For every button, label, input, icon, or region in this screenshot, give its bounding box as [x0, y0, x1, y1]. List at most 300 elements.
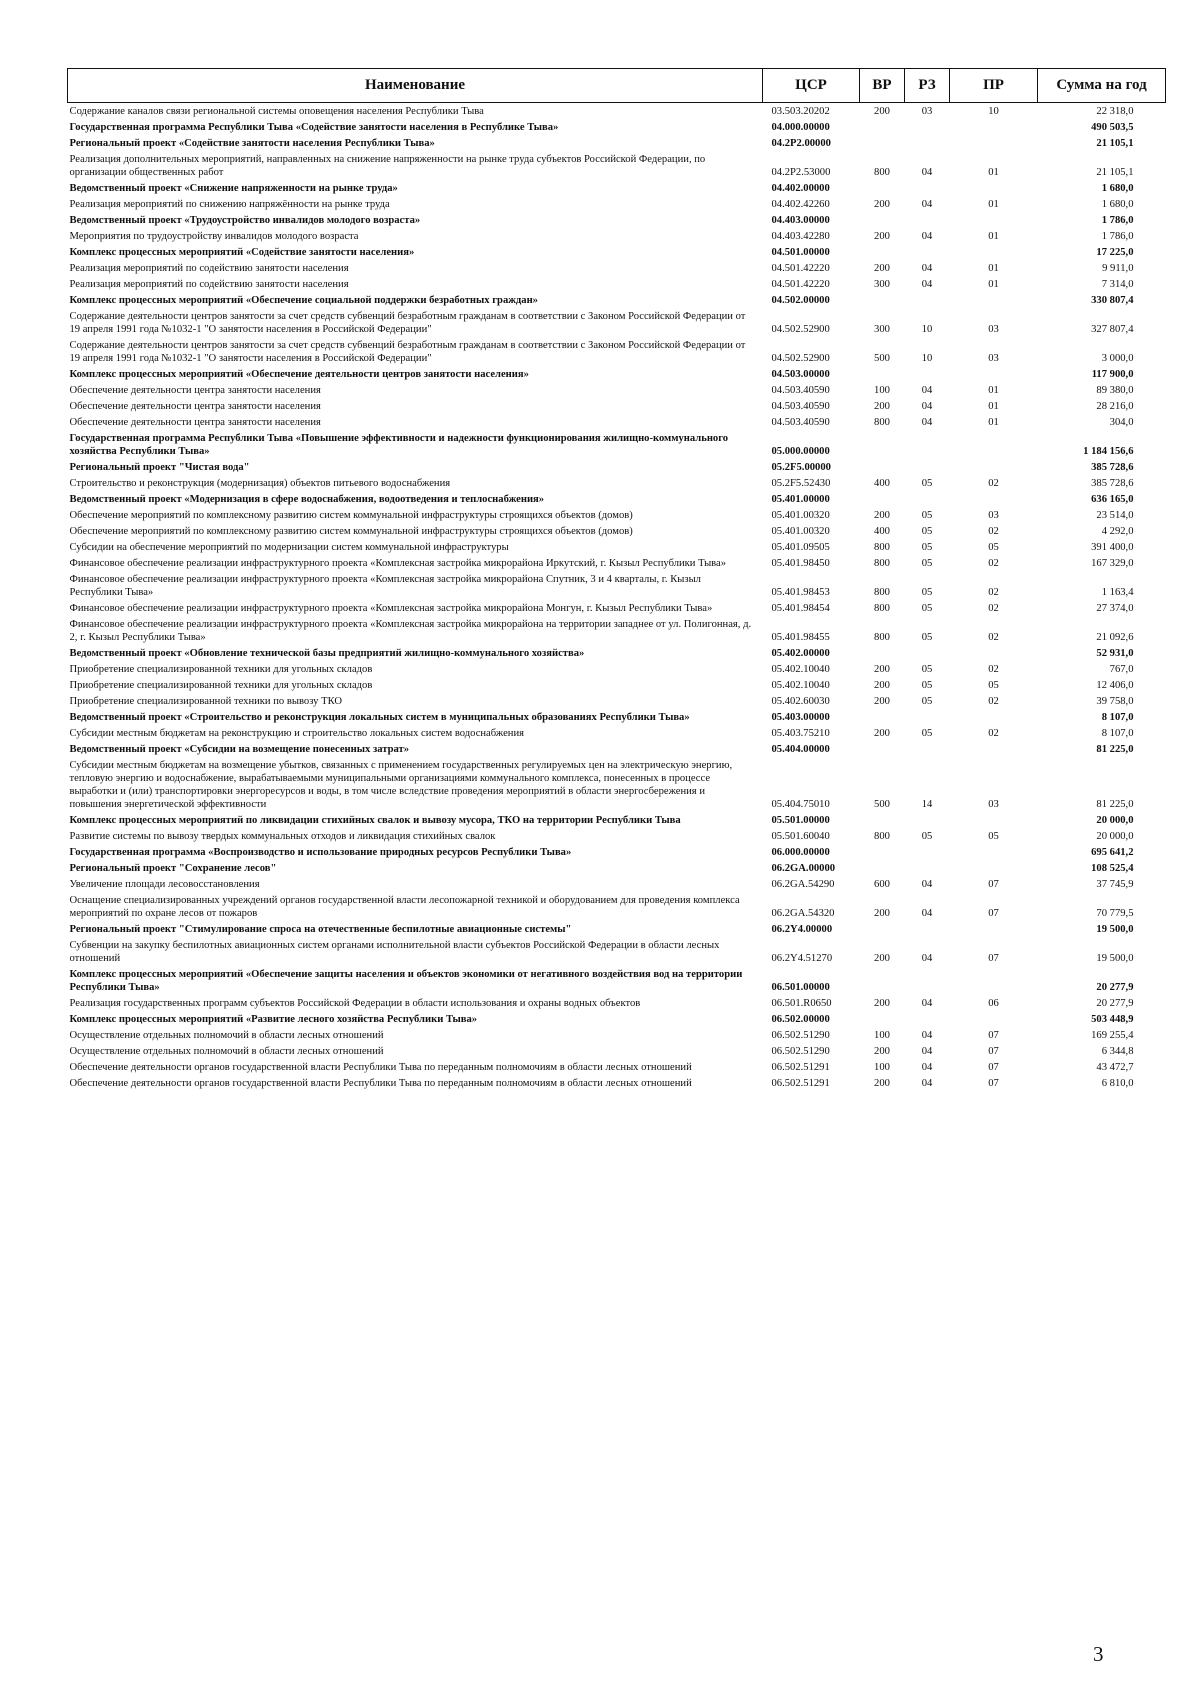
- cell-csr: 04.502.00000: [771, 295, 830, 306]
- cell-sum: 767,0: [1109, 664, 1134, 675]
- table-row: [68, 876, 1166, 892]
- cell-sum: 169 255,4: [1091, 1030, 1134, 1041]
- cell-pr: 03: [988, 510, 999, 521]
- cell-csr: 06.2GA.54320: [771, 908, 835, 919]
- budget-table-sheet: [67, 68, 1165, 1091]
- cell-rz: [905, 741, 950, 757]
- cell-pr: 07: [988, 908, 999, 919]
- cell-sum: 1 786,0: [1101, 231, 1134, 242]
- cell-rz: 05: [921, 510, 933, 521]
- cell-vr: 200: [874, 998, 890, 1009]
- cell-rz: 05: [921, 478, 933, 489]
- cell-sum: 20 277,9: [1096, 998, 1134, 1009]
- cell-pr: [950, 645, 1038, 661]
- cell-vr: 800: [874, 558, 890, 569]
- cell-pr: 02: [988, 558, 999, 569]
- cell-name: Субвенции на закупку беспилотных авиационных систем органами исполнительной власти субъектов Российской Федерации в области лесных отношений: [69, 940, 720, 964]
- cell-sum: 108 525,4: [1091, 863, 1134, 874]
- cell-csr: 04.000.00000: [771, 122, 830, 133]
- header-rz: РЗ: [905, 69, 950, 103]
- cell-pr: 02: [988, 696, 999, 707]
- cell-pr: [950, 741, 1038, 757]
- cell-pr: 02: [988, 587, 999, 598]
- cell-vr: [860, 491, 905, 507]
- cell-pr: [950, 921, 1038, 937]
- table-row: [68, 966, 1166, 995]
- cell-sum: 20 000,0: [1096, 815, 1134, 826]
- cell-pr: 02: [988, 664, 999, 675]
- cell-rz: 04: [921, 199, 933, 210]
- cell-sum: 695 641,2: [1091, 847, 1134, 858]
- cell-csr: 04.501.00000: [771, 247, 830, 258]
- table-row: [68, 430, 1166, 459]
- cell-name: Комплекс процессных мероприятий «Обеспечение социальной поддержки безработных граждан»: [69, 295, 538, 306]
- cell-rz: 10: [921, 324, 933, 335]
- cell-sum: 8 107,0: [1101, 712, 1134, 723]
- table-row: [68, 555, 1166, 571]
- cell-rz: [905, 966, 950, 995]
- header-pr: ПР: [950, 69, 1038, 103]
- table-row: [68, 244, 1166, 260]
- cell-csr: 05.402.10040: [771, 680, 830, 691]
- table-row: [68, 119, 1166, 135]
- cell-vr: 800: [874, 417, 890, 428]
- table-row: [68, 709, 1166, 725]
- cell-vr: [860, 812, 905, 828]
- cell-sum: 12 406,0: [1096, 680, 1134, 691]
- cell-vr: 200: [874, 510, 890, 521]
- cell-rz: [905, 860, 950, 876]
- cell-csr: 03.503.20202: [771, 106, 830, 117]
- cell-sum: 23 514,0: [1096, 510, 1134, 521]
- cell-vr: 200: [874, 696, 890, 707]
- cell-rz: 04: [921, 879, 933, 890]
- table-row: [68, 1059, 1166, 1075]
- cell-csr: 04.501.42220: [771, 263, 830, 274]
- cell-sum: 385 728,6: [1091, 462, 1134, 473]
- cell-name: Мероприятия по трудоустройству инвалидов молодого возраста: [69, 231, 359, 242]
- cell-pr: 07: [988, 1030, 999, 1041]
- cell-name: Обеспечение деятельности центра занятости населения: [69, 385, 321, 396]
- cell-name: Ведомственный проект «Субсидии на возмещение понесенных затрат»: [69, 744, 410, 755]
- cell-pr: [950, 180, 1038, 196]
- cell-pr: 01: [988, 167, 999, 178]
- cell-rz: [905, 921, 950, 937]
- cell-csr: 04.403.00000: [771, 215, 830, 226]
- cell-csr: 04.503.40590: [771, 385, 830, 396]
- cell-vr: 300: [874, 279, 890, 290]
- cell-name: Ведомственный проект «Модернизация в сфере водоснабжения, водоотведения и теплоснабжения»: [69, 494, 545, 505]
- cell-rz: 05: [921, 542, 933, 553]
- cell-csr: 06.502.00000: [771, 1014, 830, 1025]
- cell-vr: [860, 119, 905, 135]
- cell-pr: 02: [988, 632, 999, 643]
- cell-sum: 21 092,6: [1096, 632, 1134, 643]
- cell-rz: 04: [921, 167, 933, 178]
- header-csr: ЦСР: [763, 69, 860, 103]
- cell-vr: 200: [874, 106, 890, 117]
- cell-name: Строительство и реконструкция (модернизация) объектов питьевого водоснабжения: [69, 478, 451, 489]
- cell-vr: 200: [874, 1078, 890, 1089]
- cell-vr: [860, 844, 905, 860]
- cell-csr: 06.2Y4.51270: [771, 953, 833, 964]
- cell-rz: 04: [921, 1030, 933, 1041]
- cell-rz: [905, 366, 950, 382]
- cell-pr: 01: [988, 385, 999, 396]
- cell-vr: [860, 645, 905, 661]
- cell-pr: [950, 812, 1038, 828]
- cell-sum: 17 225,0: [1096, 247, 1134, 258]
- cell-pr: 05: [988, 542, 999, 553]
- cell-sum: 1 786,0: [1101, 215, 1134, 226]
- cell-rz: 05: [921, 603, 933, 614]
- table-row: [68, 382, 1166, 398]
- cell-name: Осуществление отдельных полномочий в области лесных отношений: [69, 1030, 384, 1041]
- cell-sum: 19 500,0: [1096, 953, 1134, 964]
- cell-csr: 06.000.00000: [771, 847, 830, 858]
- cell-sum: 70 779,5: [1096, 908, 1134, 919]
- cell-csr: 04.503.40590: [771, 417, 830, 428]
- cell-sum: 21 105,1: [1096, 138, 1134, 149]
- cell-vr: [860, 292, 905, 308]
- cell-csr: 05.401.00000: [771, 494, 830, 505]
- cell-name: Финансовое обеспечение реализации инфраструктурного проекта «Комплексная застройка микрорайона Спутник, 3 и 4 кварталы, г. Кызыл Республики Тыва»: [69, 574, 701, 598]
- cell-csr: 05.2F5.52430: [771, 478, 831, 489]
- table-row: [68, 1075, 1166, 1091]
- cell-name: Обеспечение деятельности центра занятости населения: [69, 417, 321, 428]
- cell-name: Содержание каналов связи региональной системы оповещения населения Республики Тыва: [69, 106, 484, 117]
- cell-pr: 02: [988, 603, 999, 614]
- table-row: [68, 677, 1166, 693]
- cell-sum: 19 500,0: [1096, 924, 1134, 935]
- cell-rz: 04: [921, 231, 933, 242]
- cell-name: Обеспечение мероприятий по комплексному развитию систем коммунальной инфраструктуры строящихся объектов (домов): [69, 526, 633, 537]
- table-row: [68, 366, 1166, 382]
- cell-sum: 636 165,0: [1091, 494, 1134, 505]
- cell-vr: 500: [874, 353, 890, 364]
- cell-sum: 39 758,0: [1096, 696, 1134, 707]
- cell-pr: [950, 459, 1038, 475]
- cell-rz: 05: [921, 680, 933, 691]
- cell-csr: 05.501.60040: [771, 831, 830, 842]
- table-row: [68, 103, 1166, 120]
- cell-pr: 01: [988, 199, 999, 210]
- table-row: [68, 645, 1166, 661]
- cell-csr: 05.402.10040: [771, 664, 830, 675]
- cell-pr: 02: [988, 728, 999, 739]
- cell-csr: 05.401.98454: [771, 603, 830, 614]
- cell-pr: 06: [988, 998, 999, 1009]
- cell-csr: 05.401.00320: [771, 526, 830, 537]
- cell-name: Комплекс процессных мероприятий «Содействие занятости населения»: [69, 247, 415, 258]
- cell-rz: 05: [921, 526, 933, 537]
- cell-rz: 04: [921, 263, 933, 274]
- cell-name: Ведомственный проект «Снижение напряженности на рынке труда»: [69, 183, 398, 194]
- table-row: [68, 228, 1166, 244]
- cell-sum: 167 329,0: [1091, 558, 1134, 569]
- cell-vr: [860, 366, 905, 382]
- cell-sum: 6 344,8: [1101, 1046, 1134, 1057]
- table-row: [68, 507, 1166, 523]
- cell-sum: 52 931,0: [1096, 648, 1134, 659]
- cell-csr: 05.403.75210: [771, 728, 830, 739]
- table-row: [68, 995, 1166, 1011]
- cell-rz: [905, 292, 950, 308]
- cell-vr: [860, 430, 905, 459]
- cell-rz: 04: [921, 1062, 933, 1073]
- cell-sum: 89 380,0: [1096, 385, 1134, 396]
- cell-sum: 304,0: [1109, 417, 1134, 428]
- cell-name: Приобретение специализированной техники для угольных складов: [69, 680, 373, 691]
- cell-csr: 04.501.42220: [771, 279, 830, 290]
- cell-vr: [860, 135, 905, 151]
- cell-name: Оснащение специализированных учреждений органов государственной власти лесопожарной техникой и оборудованием для проведения комплекса мероприятий по охране лесов от пожаров: [69, 895, 740, 919]
- cell-rz: [905, 459, 950, 475]
- cell-name: Региональный проект "Стимулирование спроса на отечественные беспилотные авиационные системы": [69, 924, 572, 935]
- table-row: [68, 491, 1166, 507]
- cell-pr: [950, 292, 1038, 308]
- table-row: [68, 151, 1166, 180]
- cell-rz: [905, 119, 950, 135]
- table-row: [68, 414, 1166, 430]
- cell-pr: 02: [988, 478, 999, 489]
- cell-csr: 05.501.00000: [771, 815, 830, 826]
- cell-sum: 391 400,0: [1091, 542, 1134, 553]
- cell-rz: 05: [921, 696, 933, 707]
- cell-name: Субсидии на обеспечение мероприятий по модернизации систем коммунальной инфраструктуры: [69, 542, 509, 553]
- cell-csr: 04.502.52900: [771, 324, 830, 335]
- page-number: 3: [1093, 1642, 1104, 1666]
- table-row: [68, 616, 1166, 645]
- cell-name: Ведомственный проект «Строительство и реконструкция локальных систем в муниципальных образованиях Республики Тыва»: [69, 712, 690, 723]
- cell-csr: 05.401.98453: [771, 587, 830, 598]
- cell-vr: 200: [874, 231, 890, 242]
- cell-vr: [860, 741, 905, 757]
- cell-name: Реализация мероприятий по содействию занятости населения: [69, 263, 349, 274]
- table-row: [68, 1011, 1166, 1027]
- table-row: [68, 600, 1166, 616]
- cell-sum: 20 277,9: [1096, 982, 1134, 993]
- cell-sum: 81 225,0: [1096, 744, 1134, 755]
- cell-csr: 04.502.52900: [771, 353, 830, 364]
- table-row: [68, 475, 1166, 491]
- table-row: [68, 398, 1166, 414]
- cell-pr: [950, 709, 1038, 725]
- cell-rz: 04: [921, 998, 933, 1009]
- cell-rz: [905, 212, 950, 228]
- cell-pr: 10: [988, 106, 999, 117]
- table-row: [68, 892, 1166, 921]
- cell-pr: 07: [988, 1078, 999, 1089]
- cell-sum: 4 292,0: [1101, 526, 1134, 537]
- cell-vr: 800: [874, 632, 890, 643]
- cell-csr: 06.501.00000: [771, 982, 830, 993]
- cell-vr: 200: [874, 664, 890, 675]
- cell-rz: [905, 645, 950, 661]
- cell-pr: 01: [988, 417, 999, 428]
- cell-name: Реализация государственных программ субъектов Российской Федерации в области использования и охраны водных объектов: [69, 998, 641, 1009]
- cell-pr: [950, 844, 1038, 860]
- cell-vr: 800: [874, 542, 890, 553]
- table-row: [68, 741, 1166, 757]
- cell-rz: 04: [921, 279, 933, 290]
- cell-name: Региональный проект «Содействие занятости населения Республики Тыва»: [69, 138, 435, 149]
- cell-vr: [860, 966, 905, 995]
- cell-pr: [950, 366, 1038, 382]
- table-row: [68, 844, 1166, 860]
- cell-vr: 300: [874, 324, 890, 335]
- cell-rz: [905, 1011, 950, 1027]
- table-row: [68, 661, 1166, 677]
- cell-pr: [950, 135, 1038, 151]
- cell-rz: 04: [921, 1078, 933, 1089]
- cell-vr: 100: [874, 1062, 890, 1073]
- cell-name: Реализация дополнительных мероприятий, направленных на снижение напряженности на рынке труда субъектов Российской Федерации, по организации общественных работ: [69, 154, 706, 178]
- header-sum: Сумма на год: [1038, 69, 1166, 103]
- cell-pr: [950, 244, 1038, 260]
- cell-vr: 800: [874, 603, 890, 614]
- cell-sum: 20 000,0: [1096, 831, 1134, 842]
- cell-pr: [950, 491, 1038, 507]
- table-row: [68, 180, 1166, 196]
- table-row: [68, 812, 1166, 828]
- table-row: [68, 212, 1166, 228]
- cell-csr: 04.2P2.00000: [771, 138, 831, 149]
- cell-sum: 8 107,0: [1101, 728, 1134, 739]
- header-row: [68, 69, 1166, 103]
- cell-csr: 05.404.75010: [771, 799, 830, 810]
- cell-pr: [950, 212, 1038, 228]
- cell-rz: 05: [921, 558, 933, 569]
- cell-pr: 01: [988, 279, 999, 290]
- cell-rz: 03: [921, 106, 933, 117]
- cell-csr: 06.502.51290: [771, 1030, 830, 1041]
- cell-name: Содержание деятельности центров занятости за счет средств субвенций безработным гражданам в соответствии с Законом Российской Федерации от 19 апреля 1991 года №1032-1 "О занятости населения в Российской Федерации": [69, 311, 746, 335]
- table-row: [68, 292, 1166, 308]
- cell-pr: 01: [988, 401, 999, 412]
- cell-vr: 800: [874, 587, 890, 598]
- cell-vr: [860, 1011, 905, 1027]
- cell-vr: [860, 921, 905, 937]
- cell-rz: 04: [921, 401, 933, 412]
- cell-sum: 7 314,0: [1101, 279, 1134, 290]
- cell-csr: 04.503.00000: [771, 369, 830, 380]
- table-row: [68, 135, 1166, 151]
- cell-csr: 04.402.42260: [771, 199, 830, 210]
- cell-pr: 07: [988, 953, 999, 964]
- table-row: [68, 571, 1166, 600]
- cell-rz: 05: [921, 728, 933, 739]
- cell-sum: 9 911,0: [1102, 263, 1134, 274]
- cell-rz: [905, 844, 950, 860]
- cell-name: Государственная программа «Воспроизводство и использование природных ресурсов Республики Тыва»: [69, 847, 572, 858]
- cell-sum: 503 448,9: [1091, 1014, 1134, 1025]
- cell-vr: 200: [874, 401, 890, 412]
- header-name: Наименование: [68, 69, 763, 103]
- cell-csr: 05.403.00000: [771, 712, 830, 723]
- cell-vr: 200: [874, 1046, 890, 1057]
- cell-pr: 01: [988, 263, 999, 274]
- cell-rz: [905, 709, 950, 725]
- cell-csr: 05.2F5.00000: [771, 462, 831, 473]
- cell-csr: 04.403.42280: [771, 231, 830, 242]
- cell-pr: [950, 119, 1038, 135]
- cell-pr: [950, 966, 1038, 995]
- cell-csr: 05.401.09505: [771, 542, 830, 553]
- cell-name: Ведомственный проект «Обновление технической базы предприятий жилищно-коммунального хозяйства»: [69, 648, 585, 659]
- cell-csr: 06.501.R0650: [771, 998, 832, 1009]
- cell-csr: 04.2P2.53000: [771, 167, 831, 178]
- cell-name: Развитие системы по вывозу твердых коммунальных отходов и ликвидация стихийных свалок: [69, 831, 496, 842]
- table-row: [68, 757, 1166, 812]
- cell-csr: 04.503.40590: [771, 401, 830, 412]
- cell-name: Обеспечение деятельности органов государственной власти Республики Тыва по переданным полномочиям в области лесных отношений: [69, 1078, 692, 1089]
- cell-name: Содержание деятельности центров занятости за счет средств субвенций безработным гражданам в соответствии с Законом Российской Федерации от 19 апреля 1991 года №1032-1 "О занятости населения в Российской Федерации": [69, 340, 746, 364]
- cell-pr: [950, 430, 1038, 459]
- cell-name: Обеспечение деятельности органов государственной власти Республики Тыва по переданным полномочиям в области лесных отношений: [69, 1062, 692, 1073]
- cell-sum: 490 503,5: [1091, 122, 1134, 133]
- cell-vr: 200: [874, 263, 890, 274]
- cell-name: Финансовое обеспечение реализации инфраструктурного проекта «Комплексная застройка микрорайона на территории западнее от ул. Полигонная, д. 2, г. Кызыл Республики Тыва»: [69, 619, 752, 643]
- cell-pr: 05: [988, 831, 999, 842]
- table-row: [68, 196, 1166, 212]
- table-row: [68, 308, 1166, 337]
- cell-vr: [860, 244, 905, 260]
- table-row: [68, 539, 1166, 555]
- table-row: [68, 276, 1166, 292]
- cell-sum: 330 807,4: [1091, 295, 1134, 306]
- cell-name: Приобретение специализированной техники для угольных складов: [69, 664, 373, 675]
- table-row: [68, 1043, 1166, 1059]
- cell-csr: 06.502.51291: [771, 1078, 830, 1089]
- cell-vr: 400: [874, 526, 890, 537]
- cell-name: Обеспечение деятельности центра занятости населения: [69, 401, 321, 412]
- cell-sum: 37 745,9: [1096, 879, 1134, 890]
- table-row: [68, 937, 1166, 966]
- cell-name: Субсидии местным бюджетам на реконструкцию и строительство локальных систем водоснабжения: [69, 728, 524, 739]
- cell-csr: 05.401.98455: [771, 632, 830, 643]
- cell-vr: [860, 860, 905, 876]
- cell-name: Комплекс процессных мероприятий «Развитие лесного хозяйства Республики Тыва»: [69, 1014, 478, 1025]
- cell-vr: 200: [874, 199, 890, 210]
- table-row: [68, 1027, 1166, 1043]
- cell-vr: 100: [874, 1030, 890, 1041]
- cell-rz: 05: [921, 831, 933, 842]
- table-row: [68, 260, 1166, 276]
- cell-pr: 07: [988, 1046, 999, 1057]
- cell-sum: 28 216,0: [1096, 401, 1134, 412]
- cell-sum: 327 807,4: [1091, 324, 1134, 335]
- cell-vr: [860, 709, 905, 725]
- cell-pr: 03: [988, 324, 999, 335]
- cell-vr: [860, 180, 905, 196]
- cell-rz: [905, 180, 950, 196]
- cell-sum: 21 105,1: [1096, 167, 1134, 178]
- cell-pr: 03: [988, 353, 999, 364]
- cell-pr: 01: [988, 231, 999, 242]
- cell-pr: 07: [988, 879, 999, 890]
- cell-pr: [950, 860, 1038, 876]
- cell-csr: 06.2Y4.00000: [771, 924, 833, 935]
- cell-rz: [905, 244, 950, 260]
- table-body: [68, 103, 1166, 1092]
- cell-pr: 02: [988, 526, 999, 537]
- cell-vr: 200: [874, 728, 890, 739]
- table-row: [68, 860, 1166, 876]
- table-header: [68, 69, 1166, 103]
- cell-name: Финансовое обеспечение реализации инфраструктурного проекта «Комплексная застройка микрорайона Иркутский, г. Кызыл Республики Тыва»: [69, 558, 727, 569]
- cell-rz: 05: [921, 587, 933, 598]
